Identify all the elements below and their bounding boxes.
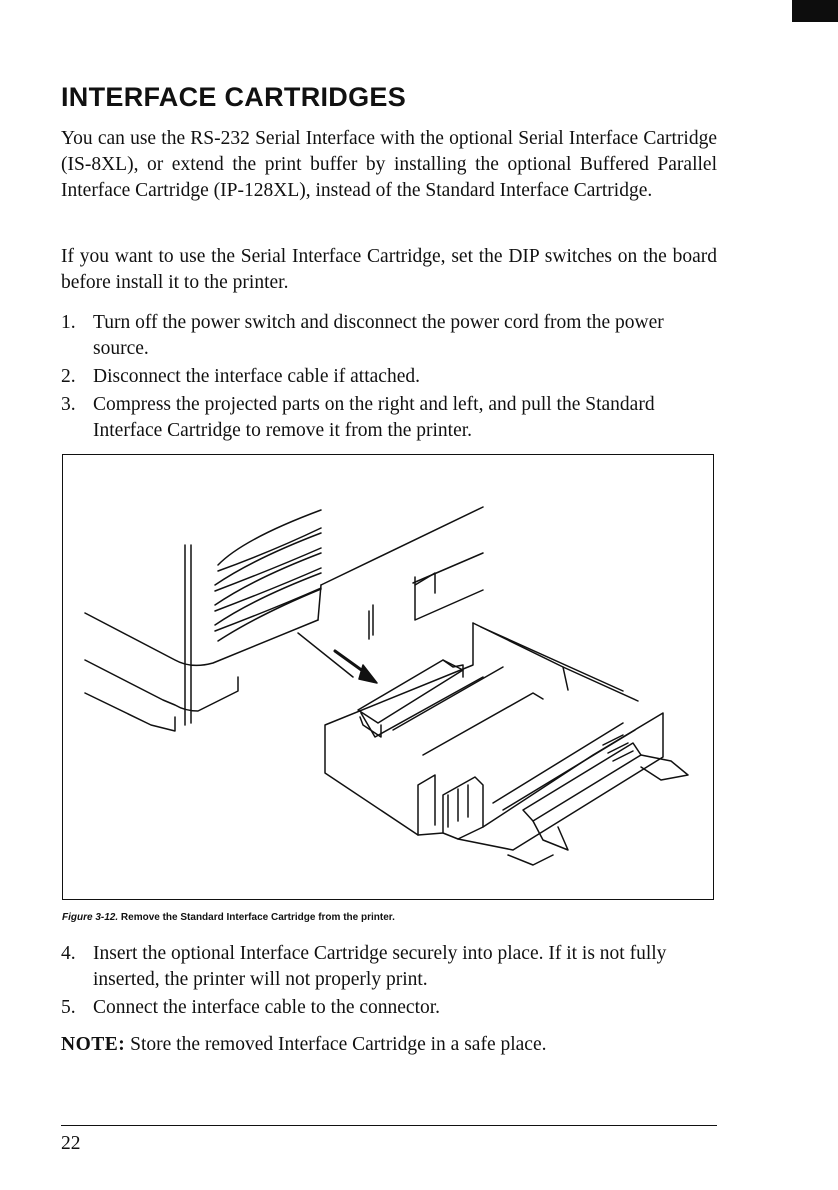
figure-caption [62, 912, 395, 923]
step-number: 1. [61, 312, 76, 333]
steps-list-top [61, 310, 717, 446]
step-4 [61, 941, 717, 993]
page-tab-mark [792, 0, 838, 22]
step-5 [61, 995, 717, 1021]
step-number: 2. [61, 366, 76, 387]
page-title: INTERFACE CARTRIDGES [61, 82, 407, 112]
printer-body [85, 507, 483, 731]
note-text: Store the removed Interface Cartridge in a safe place. [125, 1034, 547, 1055]
note [61, 1032, 546, 1058]
printer-cartridge-illustration [63, 455, 713, 899]
vent-grille [215, 510, 321, 641]
step-number: 4. [61, 943, 76, 964]
step-number: 5. [61, 997, 76, 1018]
steps-list-bottom [61, 941, 717, 1023]
step-number: 3. [61, 394, 76, 415]
note-label: NOTE: [61, 1034, 126, 1055]
step-1 [61, 310, 717, 362]
figure-caption-text: Remove the Standard Interface Cartridge from the printer. [120, 912, 395, 923]
intro-paragraph: You can use the RS-232 Serial Interface with the optional Serial Interface Cartridge (IS-8XL), or extend the print buffer by installing the optional Buffered Parallel Interface Cartridge (IP-128XL), instead of the Standard Interface Cartridge. [61, 128, 717, 201]
step-3 [61, 392, 717, 444]
step-text: Turn off the power switch and disconnect the power cord from the power source. [93, 312, 664, 359]
page-number: 22 [61, 1133, 81, 1154]
step-2 [61, 364, 717, 390]
step-text: Disconnect the interface cable if attached. [93, 366, 420, 387]
dip-switch-paragraph: If you want to use the Serial Interface Cartridge, set the DIP switches on the board before install it to the printer. [61, 246, 717, 293]
figure-3-12 [62, 454, 714, 900]
figure-label: Figure 3-12. [62, 912, 119, 923]
step-text: Insert the optional Interface Cartridge securely into place. If it is not fully inserted, the printer will not properly print. [93, 943, 667, 990]
step-text: Connect the interface cable to the connector. [93, 997, 441, 1018]
footer-divider [61, 1125, 717, 1126]
step-text: Compress the projected parts on the right and left, and pull the Standard Interface Cartridge to remove it from the printer. [93, 394, 655, 441]
